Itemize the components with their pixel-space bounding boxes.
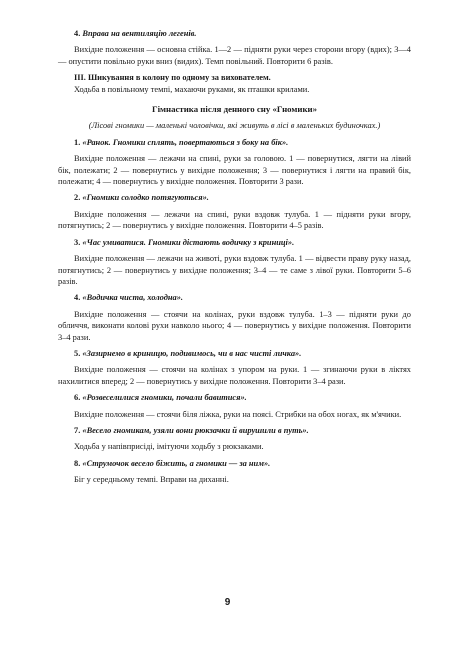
item-body: Біг у середньому темпі. Вправи на диханні. [74, 475, 229, 485]
item-heading [58, 237, 411, 248]
item-heading [58, 292, 411, 303]
exercise-4-body: Вихідне положення — основна стійка. 1—2 — підняти руки через сторони вгору (вдих); 3—4 — опустити повільно руки вниз (видих). Темп повільний. Повторити 6 разів. [58, 45, 411, 66]
item-title: «Час умиватися. Гномики дістають водичку з криниці». [82, 237, 295, 247]
item-title: «Весело гномикам, узяли вони рюкзачки й вирушили в путь». [82, 425, 309, 435]
item-body: Вихідне положення — стоячи на колінах з упором на руки. 1 — згинаючи руки в ліктях нахилитися вперед; 2 — повернутись у вихідне положення. Повторити 3–4 рази. [58, 365, 411, 386]
section-3-heading: ІІІ. Шикування в колону по одному за вихователем. [74, 73, 271, 83]
item-number: 8. [74, 458, 81, 468]
item-heading [58, 458, 411, 469]
list-item [58, 187, 411, 231]
item-title: «Гномики солодко потягуються». [82, 193, 209, 203]
exercise-4-heading [58, 28, 411, 39]
list-item [58, 132, 411, 188]
item-title: «Ранок. Гномики сплять, повертаються з боку на бік». [82, 137, 289, 147]
list-item [58, 343, 411, 387]
section-3-body: Ходьба в повільному темпі, махаючи руками, як пташки крилами. [74, 84, 310, 94]
list-item [58, 453, 411, 486]
item-number: 6. [74, 393, 81, 403]
item-heading [58, 348, 411, 359]
item-number: 7. [74, 425, 81, 435]
item-heading [58, 192, 411, 203]
list-item [58, 420, 411, 453]
item-title: «Зазирнемо в криницю, подивимось, чи в нас чисті личка». [82, 348, 302, 358]
item-body: Вихідне положення — лежачи на животі, руки вздовж тулуба. 1 — відвести праву руку назад, потягнутись; 2 — повернутись у вихідне положення; 3–4 — те саме з лівої руки. Повторити 5–6 разів. [58, 254, 411, 286]
item-number: 2. [74, 193, 81, 203]
item-title: «Струмочок весело біжить, а гномики — за ним». [82, 458, 271, 468]
list-item [58, 387, 411, 420]
item-title: «Розвеселилися гномики, почали бавитися». [82, 393, 247, 403]
item-body: Вихідне положення — стоячи на колінах, руки вздовж тулуба. 1–3 — підняти руки до обличчя, виконати колові рухи навколо нього; 4 — повернутись у вихідне положення. Повторити 3–4 рази. [58, 309, 411, 342]
item-number: 1. [74, 137, 81, 147]
item-heading [58, 425, 411, 436]
exercise-4-number: 4. [74, 29, 81, 38]
item-title: «Водичка чиста, холодна». [82, 293, 184, 303]
list-item [58, 287, 411, 343]
item-heading [58, 392, 411, 403]
item-heading [58, 137, 411, 148]
item-number: 3. [74, 237, 81, 247]
exercise-4-title: Вправа на вентиляцію легенів. [82, 29, 197, 38]
item-body: Вихідне положення — лежачи на спині, руки за головою. 1 — повернутися, лягти на лівий бік, полежати; 2 — повернутись у вихідне положення; 3 — повернутися і лягти на правий бік, полежати; 4 — повернутись у вихідне положення. Повторити 3 рази. [58, 154, 411, 187]
item-number: 4. [74, 293, 81, 303]
page-number: 9 [224, 597, 231, 608]
section-intro: (Лісові гномики — маленькі чоловічки, які живуть в лісі в маленьких будиночках.) [88, 121, 381, 131]
item-number: 5. [74, 348, 81, 358]
list-item [58, 232, 411, 288]
item-body: Ходьба у напівприсіді, імітуючи ходьбу з рюкзаками. [74, 442, 264, 452]
section-title: Гімнастика після денного сну «Гномики» [151, 104, 318, 115]
item-body: Вихідне положення — стоячи біля ліжка, руки на поясі. Стрибки на обох ногах, як м'ячики. [74, 409, 402, 419]
item-body: Вихідне положення — лежачи на спині, руки вздовж тулуба. 1 — підняти руки вгору, потягнутись; 2 — повернутись у вихідне положення. Повторити 4–5 разів. [58, 209, 411, 231]
exercise-list [58, 132, 411, 486]
